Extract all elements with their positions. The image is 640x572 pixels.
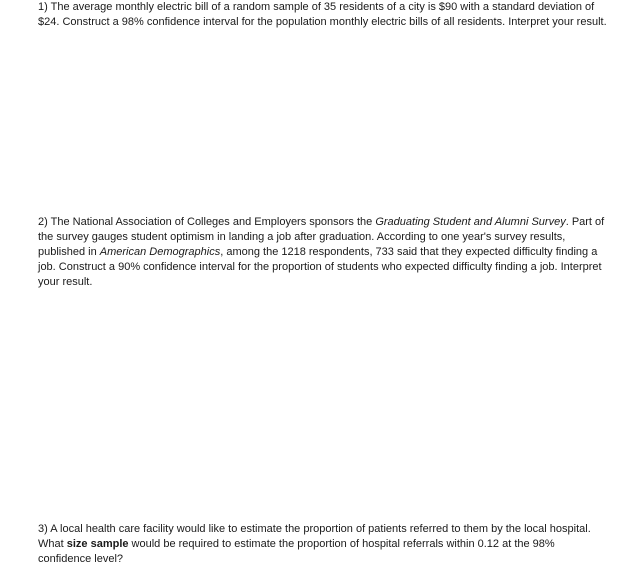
question-2-text-a: 2) The National Association of Colleges and Employers sponsors the [38, 216, 376, 228]
question-3-text-a: 3) A local health care facility would like to estimate the proportion of patients referred to them by the local hospital. What [38, 523, 591, 550]
question-3-text-b: would be required to estimate the proportion of hospital referrals within 0.12 at the 98% confidence level? [38, 538, 555, 565]
size-sample-emphasis: size sample [66, 538, 129, 550]
publication-title: American Demographics [99, 246, 221, 258]
survey-title: Graduating Student and Alumni Survey [375, 216, 566, 228]
question-2-text-c: , among the 1218 respondents, 733 said that they expected difficulty finding a job. Construct a 90% confidence interval for the proportion of students who expected difficulty finding a job. Interpret your result. [38, 246, 602, 288]
question-1-text: 1) The average monthly electric bill of a random sample of 35 residents of a city is $90 with a standard deviation of $24. Construct a 98% confidence interval for the population monthly electric bills of all residents. Interpret your result. [38, 1, 607, 28]
question-2 [38, 215, 608, 290]
question-3 [38, 522, 608, 567]
question-1 [38, 0, 608, 30]
question-2-text-b: . Part of the survey gauges student optimism in landing a job after graduation. According to one year's survey results, published in [38, 216, 605, 258]
